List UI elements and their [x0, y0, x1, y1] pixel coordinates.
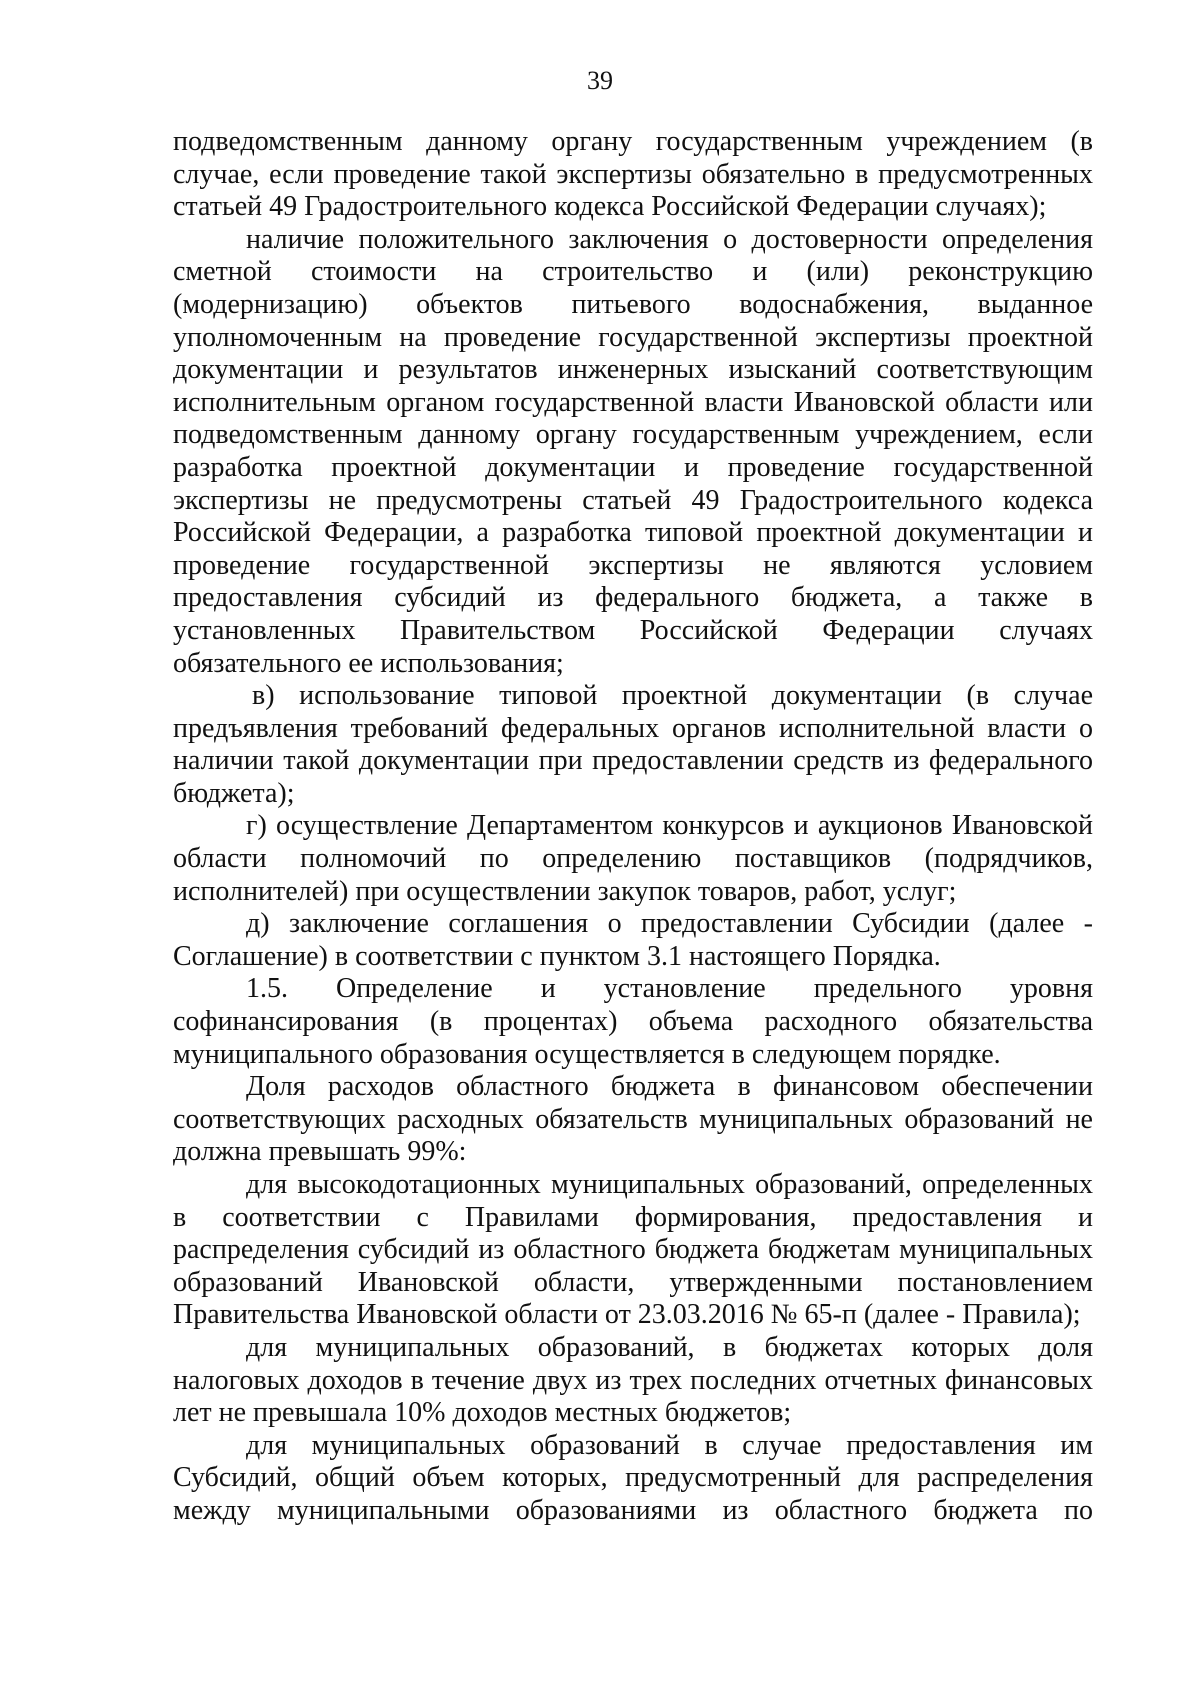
- paragraph-continuation: подведомственным данному органу государственным учреждением (в случае, если проведение такой экспертизы обязательно в предусмотренных статьей 49 Градостроительного кодекса Российской Федерации случаях);: [173, 126, 1093, 223]
- paragraph-high-subsidy: для высокодотационных муниципальных образований, определенных в соответствии с Правилами формирования, предоставления и распределения субсидий из областного бюджета бюджетам муниципальных образований Ивановской области, утвержденными постановлением Правительства Ивановской области от 23.03.2016 № 65-п (далее - Правила);: [173, 1169, 1093, 1331]
- document-body: [173, 126, 1093, 1528]
- page-number: 39: [587, 66, 613, 95]
- paragraph-item-v: в) использование типовой проектной документации (в случае предъявления требований федеральных органов исполнительной власти о наличии такой документации при предоставлении средств из федерального бюджета);: [173, 680, 1093, 809]
- paragraph-item-g: г) осуществление Департаментом конкурсов и аукционов Ивановской области полномочий по определению поставщиков (подрядчиков, исполнителей) при осуществлении закупок товаров, работ, услуг;: [173, 810, 1093, 907]
- paragraph-budget-share: Доля расходов областного бюджета в финансовом обеспечении соответствующих расходных обязательств муниципальных образований не должна превышать 99%:: [173, 1071, 1093, 1168]
- paragraph-item-d: д) заключение соглашения о предоставлении Субсидии (далее - Соглашение) в соответствии с пунктом 3.1 настоящего Порядка.: [173, 908, 1093, 972]
- paragraph-subsidy-distribution: для муниципальных образований в случае предоставления им Субсидий, общий объем которых, предусмотренный для распределения между муниципальными образованиями из областного бюджета по: [173, 1429, 1093, 1526]
- paragraph-estimate-conclusion: наличие положительного заключения о достоверности определения сметной стоимости на строительство и (или) реконструкцию (модернизацию) объектов питьевого водоснабжения, выданное уполномоченным на проведение государственной экспертизы проектной документации и результатов инженерных изысканий соответствующим исполнительным органом государственной власти Ивановской области или подведомственным данному органу государственным учреждением, если разработка проектной документации и проведение государственной экспертизы не предусмотрены статьей 49 Градостроительного кодекса Российской Федерации, а разработка типовой проектной документации и проведение государственной экспертизы не являются условием предоставления субсидий из федерального бюджета, а также в установленных Правительством Российской Федерации случаях обязательного ее использования;: [173, 223, 1093, 679]
- paragraph-tax-income: для муниципальных образований, в бюджетах которых доля налоговых доходов в течение двух из трех последних отчетных финансовых лет не превышала 10% доходов местных бюджетов;: [173, 1331, 1093, 1429]
- paragraph-section-1-5: 1.5. Определение и установление предельного уровня софинансирования (в процентах) объема расходного обязательства муниципального образования осуществляется в следующем порядке.: [173, 973, 1093, 1070]
